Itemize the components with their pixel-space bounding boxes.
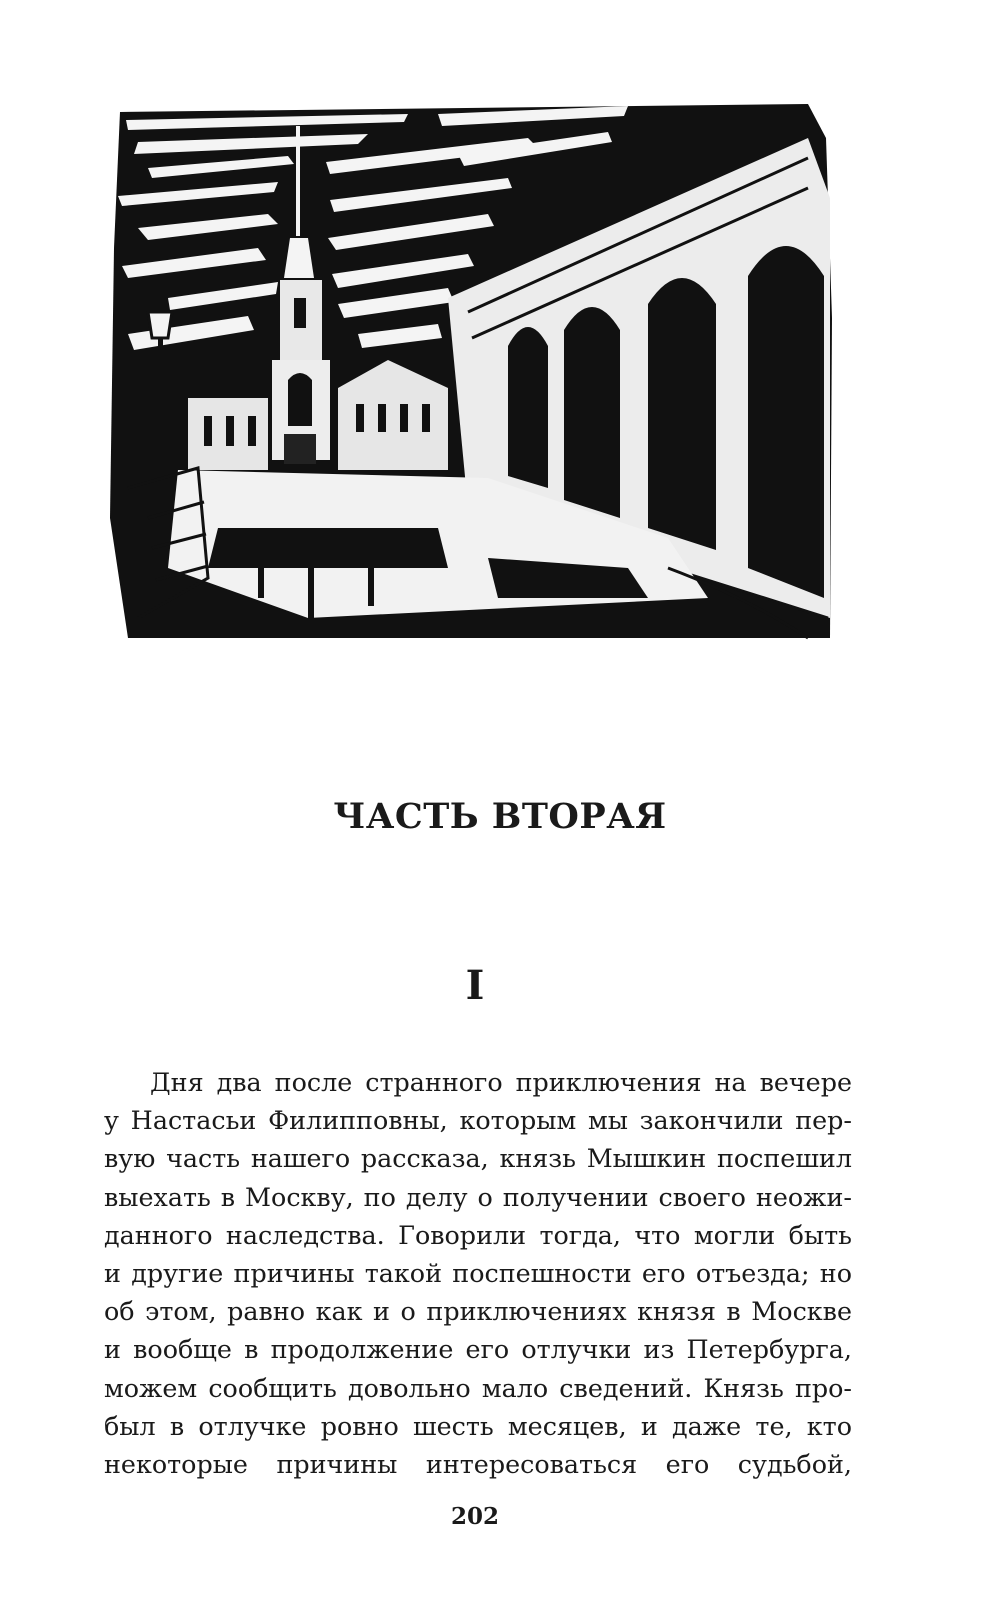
- paragraph-line: об этом, равно как и о приключениях князя в Москве: [104, 1296, 852, 1327]
- chapter-illustration: [108, 98, 838, 640]
- page-number: 202: [450, 1503, 499, 1530]
- paragraph-line: и вообще в продолжение его отлучки из Петербурга,: [104, 1334, 852, 1365]
- woodcut-engraving: [108, 98, 838, 640]
- paragraph-line: вую часть нашего рассказа, князь Мышкин поспешил: [104, 1143, 852, 1174]
- paragraph-line: был в отлучке ровно шесть месяцев, и даже те, кто: [104, 1410, 852, 1441]
- part-title: ЧАСТЬ ВТОРАЯ: [333, 796, 667, 837]
- paragraph-line: некоторые причины интересоваться его судьбой,: [104, 1448, 852, 1479]
- chapter-number: I: [465, 962, 485, 1009]
- paragraph-line: Дня два после странного приключения на вечере: [150, 1067, 852, 1097]
- paragraph-line: у Настасьи Филипповны, которым мы закончили пер-: [104, 1105, 852, 1136]
- paragraph-line: выехать в Москву, по делу о получении своего неожи-: [104, 1181, 852, 1212]
- paragraph-line: данного наследства. Говорили тогда, что могли быть: [104, 1219, 852, 1250]
- paragraph-line: и другие причины такой поспешности его отъезда; но: [104, 1257, 852, 1288]
- paragraph: [104, 1063, 852, 1483]
- paragraph-line: можем сообщить довольно мало сведений. Князь про-: [104, 1372, 852, 1403]
